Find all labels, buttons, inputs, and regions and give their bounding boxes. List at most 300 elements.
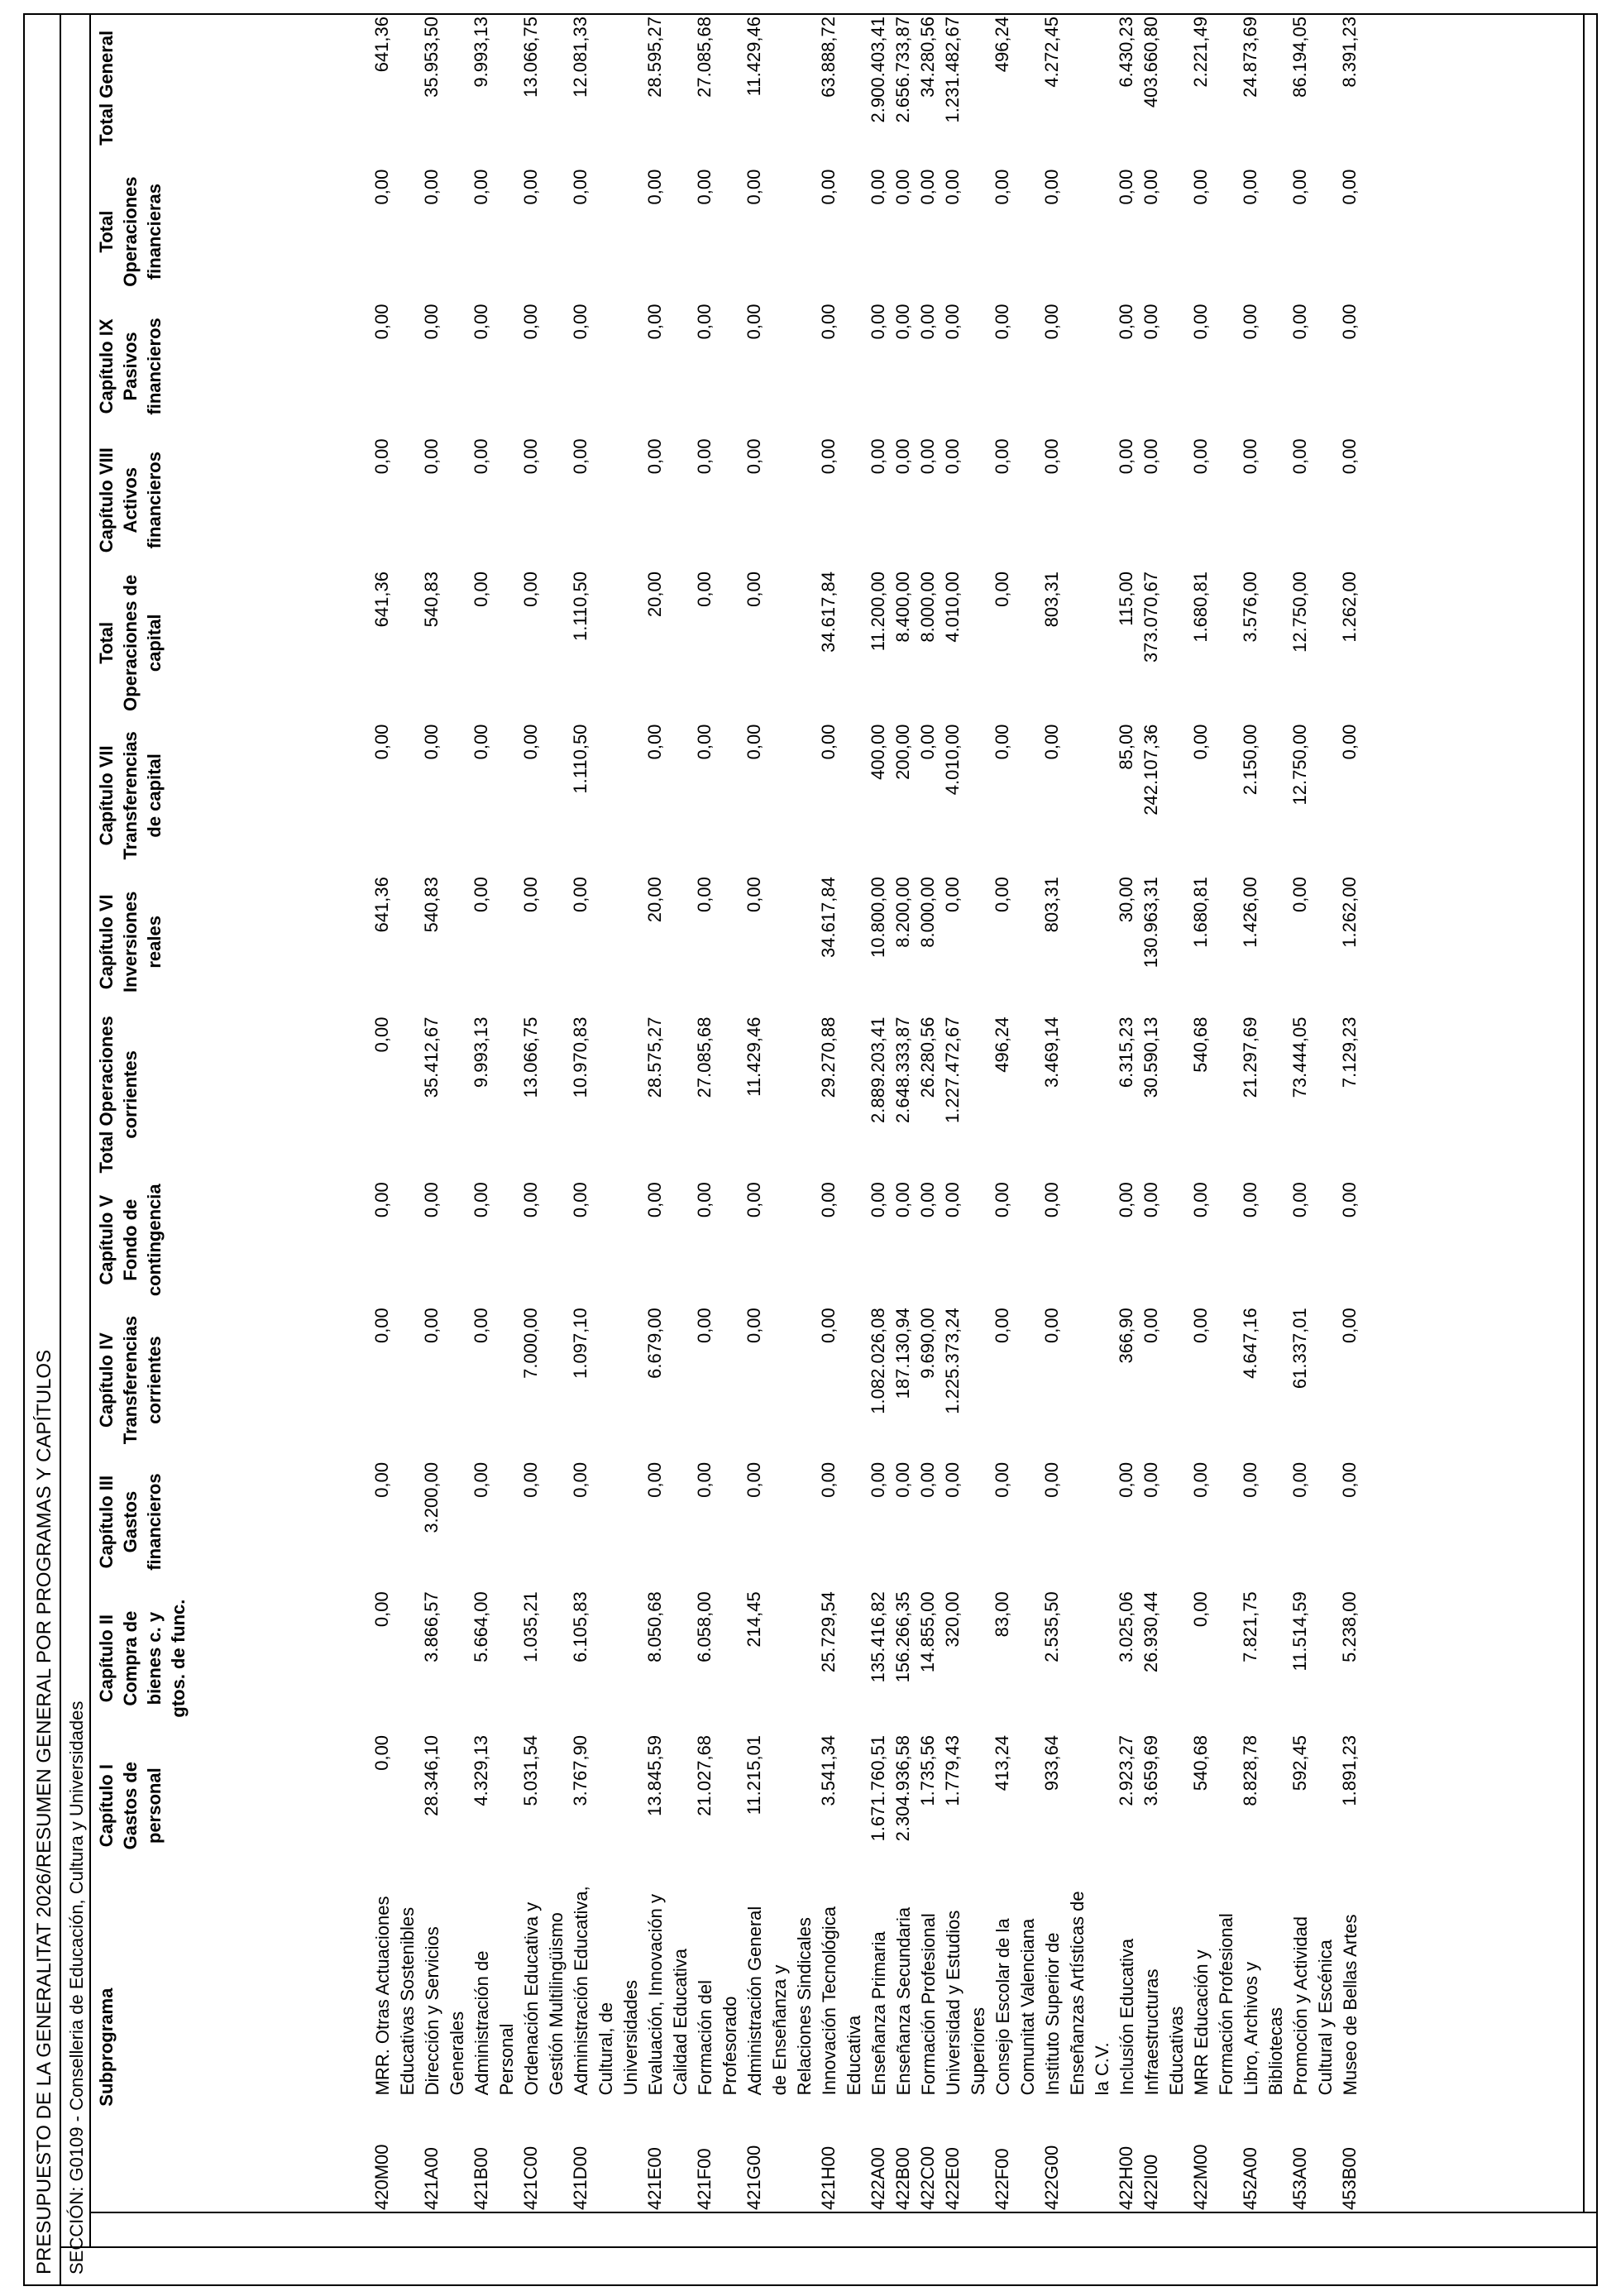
amount-cell: 0,00 [1041,724,1062,760]
amount-cell: 0,00 [1041,1182,1062,1218]
amount-cell: 1.110,50 [570,572,591,642]
amount-cell: 0,00 [694,1182,715,1218]
amount-cell: 135.416,82 [868,1591,888,1683]
amount-cell: 0,00 [694,304,715,340]
amount-cell: 1.426,00 [1240,877,1260,948]
amount-cell: 0,00 [520,1461,541,1498]
amount-cell: 0,00 [1240,438,1260,475]
amount-cell: 0,00 [471,724,491,760]
subprogram-name: Libro, Archivos y Bibliotecas [1241,1961,1286,2096]
amount-cell: 6.105,83 [570,1591,591,1662]
amount-cell: 0,00 [1190,1182,1211,1218]
subprogram-name: MRR. Otras Actuaciones Educativas Sostenibles [372,1896,418,2096]
amount-cell: 641,36 [371,877,392,933]
amount-cell: 11.514,59 [1289,1591,1310,1672]
table-row [569,12,643,2213]
amount-cell: 0,00 [371,169,392,205]
amount-cell: 0,00 [892,304,913,340]
amount-cell: 1.227.472,67 [942,1016,963,1123]
amount-cell: 0,00 [471,877,491,912]
amount-cell: 0,00 [1140,169,1161,205]
amount-cell: 73.444,05 [1289,1016,1310,1098]
amount-cell: 1.082.026,08 [868,1308,888,1414]
amount-cell: 0,00 [471,438,491,475]
amount-cell: 12.750,00 [1289,724,1310,806]
amount-cell: 187.130,94 [892,1308,913,1399]
amount-cell: 0,00 [421,169,442,205]
subprogram-name: MRR Educación y Formación Profesional [1191,1913,1236,2096]
amount-cell: 2.889.203,41 [868,1016,888,1123]
amount-cell: 0,00 [471,304,491,340]
subprogram-name: Ordenación Educativa y Gestión Multilingüismo [521,1901,567,2096]
amount-cell: 0,00 [644,304,665,340]
amount-cell: 0,00 [1041,1308,1062,1344]
subprogram-code: 421F00 [694,2148,715,2210]
amount-cell: 0,00 [744,572,764,607]
table-row [519,12,569,2213]
amount-cell: 0,00 [1140,304,1161,340]
amount-cell: 0,00 [892,1182,913,1218]
divider [1583,13,1585,2213]
amount-cell: 0,00 [694,438,715,475]
amount-cell: 803,31 [1041,877,1062,933]
amount-cell: 400,00 [868,724,888,780]
subprogram-name: Evaluación, Innovación y Calidad Educativa [645,1894,691,2096]
amount-cell: 0,00 [992,1308,1012,1344]
column-header: Total Operaciones corrientes [96,1016,141,1174]
amount-cell: 34.617,84 [818,572,839,653]
subprogram-name: Instituto Superior de Enseñanzas Artísticas de la C.V. [1042,1891,1112,2096]
amount-cell: 0,00 [1190,1591,1211,1628]
amount-cell: 7.821,75 [1240,1591,1260,1662]
amount-cell: 8.400,00 [892,572,913,643]
divider [60,13,61,2286]
amount-cell: 0,00 [471,1182,491,1218]
amount-cell: 0,00 [421,1182,442,1218]
amount-cell: 0,00 [371,1734,392,1771]
amount-cell: 8.200,00 [892,877,913,948]
subprogram-name: Administración General de Enseñanza y Relaciones Sindicales [744,1906,815,2096]
subprogram-name: Innovación Tecnológica Educativa [819,1906,864,2096]
amount-cell: 13.845,59 [644,1734,665,1816]
subprogram-name: Universidad y Estudios Superiores [943,1910,988,2096]
table-row [470,12,519,2213]
amount-cell: 0,00 [371,724,392,760]
amount-cell: 0,00 [992,877,1012,912]
amount-cell: 1.262,00 [1339,572,1360,643]
column-header: Capítulo II Compra de bienes c. y gtos. de func. [96,1599,189,1718]
table-row [366,12,420,2213]
subprogram-code: 452A00 [1240,2147,1260,2210]
amount-cell: 0,00 [992,304,1012,340]
amount-cell: 11.429,46 [744,1016,764,1097]
amount-cell: 0,00 [1041,438,1062,475]
amount-cell: 0,00 [520,169,541,205]
amount-cell: 0,00 [371,304,392,340]
section-label: SECCIÓN: G0109 - Conselleria de Educación, Cultura y Universidades [66,1700,87,2274]
amount-cell: 2.221,49 [1190,17,1211,88]
table-row [1040,12,1115,2213]
amount-cell: 3.025,06 [1116,1591,1136,1662]
subprogram-name: Consejo Escolar de la Comunitat Valenciana [992,1918,1038,2096]
amount-cell: 9.993,13 [471,17,491,88]
amount-cell: 2.648.333,87 [892,1016,913,1123]
amount-cell: 130.963,31 [1140,877,1161,969]
amount-cell: 0,00 [868,1461,888,1498]
table-row [1189,12,1239,2213]
subprogram-code: 422M00 [1190,2144,1211,2210]
amount-cell: 1.680,81 [1190,572,1211,643]
amount-cell: 8.391,23 [1339,17,1360,88]
amount-cell: 540,83 [421,572,442,628]
amount-cell: 0,00 [942,1182,963,1218]
column-header: Capítulo V Fondo de contingencia [96,1184,165,1297]
amount-cell: 86.194,05 [1289,17,1310,98]
amount-cell: 0,00 [1289,438,1310,475]
amount-cell: 413,24 [992,1734,1012,1791]
subprogram-code: 421C00 [520,2145,541,2210]
column-header: Capítulo III Gastos financieros [96,1473,165,1571]
amount-cell: 0,00 [744,877,764,912]
amount-cell: 0,00 [1116,438,1136,475]
table-row [1239,12,1289,2213]
amount-cell: 26.930,44 [1140,1591,1161,1673]
table-row [420,12,470,2213]
amount-cell: 0,00 [570,1182,591,1218]
subprogram-code: 422E00 [942,2147,963,2210]
subprogram-code: 421D00 [570,2145,591,2210]
amount-cell: 0,00 [1339,1461,1360,1498]
amount-cell: 12.750,00 [1289,572,1310,653]
amount-cell: 6.679,00 [644,1308,665,1379]
amount-cell: 0,00 [471,1461,491,1498]
amount-cell: 496,24 [992,1016,1012,1073]
amount-cell: 28.346,10 [421,1734,442,1816]
amount-cell: 35.412,67 [421,1016,442,1098]
column-header: Capítulo IX Pasivos financieros [96,318,165,415]
table-row [1289,12,1338,2213]
amount-cell: 0,00 [744,1461,764,1498]
column-header: Capítulo IV Transferencias corrientes [96,1315,165,1445]
amount-cell: 0,00 [570,169,591,205]
amount-cell: 1.779,43 [942,1734,963,1806]
amount-cell: 0,00 [1240,169,1260,205]
amount-cell: 933,64 [1041,1734,1062,1791]
amount-cell: 12.081,33 [570,17,591,98]
amount-cell: 21.027,68 [694,1734,715,1816]
amount-cell: 10.800,00 [868,877,888,958]
amount-cell: 2.900.403,41 [868,17,888,123]
amount-cell: 0,00 [1116,304,1136,340]
amount-cell: 4.010,00 [942,572,963,643]
amount-cell: 0,00 [942,1461,963,1498]
amount-cell: 0,00 [1289,1461,1310,1498]
amount-cell: 3.767,90 [570,1734,591,1806]
amount-cell: 0,00 [1240,1182,1260,1218]
subprogram-code: 453B00 [1339,2147,1360,2210]
amount-cell: 156.266,35 [892,1591,913,1683]
amount-cell: 0,00 [1190,1308,1211,1344]
column-header: Total Operaciones de capital [96,574,165,711]
amount-cell: 11.429,46 [744,17,764,97]
amount-cell: 0,00 [644,724,665,760]
amount-cell: 0,00 [1041,1461,1062,1498]
amount-cell: 0,00 [942,438,963,475]
amount-cell: 0,00 [818,304,839,340]
subprogram-code: 420M00 [371,2144,392,2210]
amount-cell: 1.225.373,24 [942,1308,963,1414]
subprogram-name: Infraestructuras Educativas [1141,1968,1187,2096]
column-header-subprograma: Subprograma [96,1987,117,2107]
subprogram-code: 422A00 [868,2147,888,2210]
amount-cell: 14.855,00 [917,1591,938,1673]
amount-cell: 0,00 [1190,438,1211,475]
amount-cell: 0,00 [1116,1182,1136,1218]
amount-cell: 3.866,57 [421,1591,442,1662]
amount-cell: 0,00 [892,1461,913,1498]
amount-cell: 85,00 [1116,724,1136,770]
amount-cell: 6.058,00 [694,1591,715,1662]
amount-cell: 0,00 [868,438,888,475]
amount-cell: 0,00 [917,169,938,205]
amount-cell: 0,00 [1190,724,1211,760]
amount-cell: 0,00 [868,304,888,340]
amount-cell: 3.200,00 [421,1461,442,1533]
amount-cell: 6.430,23 [1116,17,1136,88]
amount-cell: 28.595,27 [644,17,665,98]
amount-cell: 0,00 [471,572,491,607]
amount-cell: 496,24 [992,17,1012,73]
subprogram-code: 422B00 [892,2147,913,2210]
amount-cell: 0,00 [694,169,715,205]
amount-cell: 29.270,88 [818,1016,839,1098]
amount-cell: 0,00 [744,1182,764,1218]
amount-cell: 0,00 [371,1182,392,1218]
amount-cell: 8.000,00 [917,877,938,948]
subprogram-code: 421E00 [644,2147,665,2210]
subprogram-code: 453A00 [1289,2147,1310,2210]
amount-cell: 0,00 [1190,169,1211,205]
amount-cell: 11.200,00 [868,572,888,652]
amount-cell: 0,00 [1289,304,1310,340]
amount-cell: 20,00 [644,877,665,923]
subprogram-code: 422I00 [1140,2154,1161,2210]
amount-cell: 0,00 [917,724,938,760]
amount-cell: 20,00 [644,572,665,618]
amount-cell: 540,68 [1190,1016,1211,1073]
amount-cell: 0,00 [942,304,963,340]
table-row [817,12,867,2213]
amount-cell: 0,00 [694,1308,715,1344]
table-header-row [89,12,366,2213]
amount-cell: 30,00 [1116,877,1136,923]
amount-cell: 63.888,72 [818,17,839,98]
subprogram-code: 421H00 [818,2145,839,2210]
amount-cell: 35.953,50 [421,17,442,98]
amount-cell: 28.575,27 [644,1016,665,1098]
amount-cell: 2.304.936,58 [892,1734,913,1842]
amount-cell: 3.469,14 [1041,1016,1062,1088]
amount-cell: 0,00 [1140,1461,1161,1498]
amount-cell: 0,00 [1339,1182,1360,1218]
column-header: Capítulo VII Transferencias de capital [96,731,165,860]
amount-cell: 6.315,23 [1116,1016,1136,1088]
amount-cell: 373.070,67 [1140,572,1161,663]
amount-cell: 0,00 [471,169,491,205]
amount-cell: 0,00 [421,438,442,475]
amount-cell: 7.000,00 [520,1308,541,1379]
subprogram-name: Formación Profesional [918,1913,939,2096]
amount-cell: 1.262,00 [1339,877,1360,948]
amount-cell: 1.231.482,67 [942,17,963,123]
amount-cell: 0,00 [570,877,591,912]
amount-cell: 5.664,00 [471,1591,491,1662]
amount-cell: 0,00 [694,572,715,607]
amount-cell: 0,00 [1339,1308,1360,1344]
amount-cell: 0,00 [868,169,888,205]
amount-cell: 0,00 [644,438,665,475]
amount-cell: 0,00 [1289,1182,1310,1218]
table-row [991,12,1040,2213]
table-row [1338,12,1363,2213]
amount-cell: 0,00 [371,1308,392,1344]
divider [60,2246,1598,2248]
subprogram-code: 421G00 [744,2145,764,2210]
subprogram-name: Administración Educativa, Cultural, de Universidades [571,1886,641,2096]
amount-cell: 0,00 [644,1182,665,1218]
amount-cell: 0,00 [1289,169,1310,205]
amount-cell: 2.150,00 [1240,724,1260,796]
amount-cell: 2.656.733,87 [892,17,913,123]
amount-cell: 0,00 [694,724,715,760]
subprogram-code: 422C00 [917,2145,938,2210]
amount-cell: 11.215,01 [744,1734,764,1815]
table-row [1115,12,1140,2213]
amount-cell: 641,36 [371,17,392,73]
amount-cell: 7.129,23 [1339,1016,1360,1088]
amount-cell: 0,00 [694,1461,715,1498]
amount-cell: 0,00 [520,877,541,912]
amount-cell: 0,00 [868,1182,888,1218]
amount-cell: 0,00 [1140,438,1161,475]
amount-cell: 2.535,50 [1041,1591,1062,1662]
amount-cell: 0,00 [1339,438,1360,475]
amount-cell: 13.066,75 [520,1016,541,1098]
amount-cell: 0,00 [744,304,764,340]
amount-cell: 0,00 [942,169,963,205]
amount-cell: 0,00 [992,1182,1012,1218]
amount-cell: 0,00 [520,1182,541,1218]
amount-cell: 115,00 [1116,572,1136,626]
amount-cell: 0,00 [371,1591,392,1628]
amount-cell: 0,00 [818,724,839,760]
amount-cell: 592,45 [1289,1734,1310,1791]
amount-cell: 1.097,10 [570,1308,591,1379]
amount-cell: 0,00 [520,304,541,340]
amount-cell: 0,00 [1240,304,1260,340]
amount-cell: 0,00 [1116,1461,1136,1498]
amount-cell: 0,00 [992,438,1012,475]
subprogram-name: Enseñanza Secundaria [893,1906,914,2096]
amount-cell: 4.329,13 [471,1734,491,1806]
amount-cell: 0,00 [1339,169,1360,205]
amount-cell: 0,00 [520,572,541,607]
column-header: Capítulo I Gastos de personal [96,1761,165,1850]
amount-cell: 5.031,54 [520,1734,541,1806]
amount-cell: 0,00 [744,438,764,475]
amount-cell: 200,00 [892,724,913,780]
amount-cell: 1.891,23 [1339,1734,1360,1806]
amount-cell: 8.828,78 [1240,1734,1260,1806]
amount-cell: 1.671.760,51 [868,1734,888,1842]
amount-cell: 0,00 [1190,304,1211,340]
amount-cell: 10.970,83 [570,1016,591,1098]
amount-cell: 0,00 [992,572,1012,607]
amount-cell: 0,00 [818,438,839,475]
amount-cell: 0,00 [818,1182,839,1218]
table-row [892,12,916,2213]
amount-cell: 4.010,00 [942,724,963,796]
column-header: Capítulo VIII Activos financieros [96,447,165,553]
amount-cell: 0,00 [1041,304,1062,340]
amount-cell: 8.000,00 [917,572,938,643]
amount-cell: 0,00 [917,1182,938,1218]
amount-cell: 0,00 [892,169,913,205]
amount-cell: 0,00 [694,877,715,912]
amount-cell: 24.873,69 [1240,17,1260,98]
subprogram-name: Enseñanza Primaria [868,1931,889,2096]
subprogram-code: 421B00 [471,2147,491,2210]
amount-cell: 0,00 [644,169,665,205]
amount-cell: 0,00 [892,438,913,475]
table-row [1140,12,1189,2213]
amount-cell: 320,00 [942,1591,963,1648]
budget-table [89,12,1363,2213]
amount-cell: 0,00 [421,304,442,340]
amount-cell: 540,68 [1190,1734,1211,1791]
amount-cell: 61.337,01 [1289,1308,1310,1390]
amount-cell: 540,83 [421,877,442,933]
amount-cell: 0,00 [421,1308,442,1344]
amount-cell: 0,00 [520,438,541,475]
amount-cell: 0,00 [917,438,938,475]
amount-cell: 0,00 [917,304,938,340]
table-row [643,12,693,2213]
subprogram-name: Administración de Personal [471,1950,517,2096]
amount-cell: 0,00 [570,438,591,475]
subprogram-name: Inclusión Educativa [1117,1938,1137,2096]
amount-cell: 0,00 [744,724,764,760]
report-title: PRESUPUESTO DE LA GENERALITAT 2026/RESUMEN GENERAL POR PROGRAMAS Y CAPÍTULOS [33,1349,55,2274]
amount-cell: 8.050,68 [644,1591,665,1662]
amount-cell: 2.923,27 [1116,1734,1136,1806]
amount-cell: 1.735,56 [917,1734,938,1806]
table-row [867,12,892,2213]
subprogram-name: Dirección y Servicios Generales [422,1926,467,2096]
amount-cell: 214,45 [744,1591,764,1648]
amount-cell: 0,00 [1116,169,1136,205]
amount-cell: 0,00 [744,1308,764,1344]
amount-cell: 803,31 [1041,572,1062,628]
subprogram-code: 422G00 [1041,2145,1062,2210]
amount-cell: 1.110,50 [570,724,591,794]
amount-cell: 0,00 [818,169,839,205]
amount-cell: 0,00 [570,1461,591,1498]
amount-cell: 3.576,00 [1240,572,1260,643]
amount-cell: 403.660,80 [1140,17,1161,108]
amount-cell: 30.590,13 [1140,1016,1161,1098]
amount-cell: 26.280,56 [917,1016,938,1098]
